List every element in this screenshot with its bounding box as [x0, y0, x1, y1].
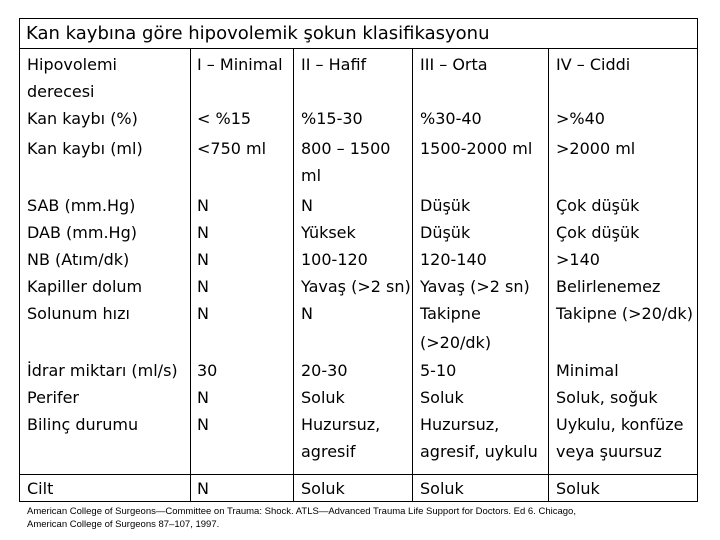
- table-cell: Huzursuz,: [301, 415, 381, 434]
- table-cell: Takipne: [420, 304, 481, 323]
- table-cell: %30-40: [420, 109, 482, 128]
- table-cell: N: [197, 415, 209, 434]
- column-header: II – Hafif: [301, 55, 367, 74]
- table-cell: Çok düşük: [556, 223, 640, 242]
- table-cell: N: [197, 277, 209, 296]
- table-cell: Yavaş (>2 sn): [301, 277, 411, 296]
- table-cell: 1500-2000 ml: [420, 139, 533, 158]
- table-cell: Soluk: [420, 388, 464, 407]
- table-cell: 800 – 1500: [301, 139, 391, 158]
- column-header: I – Minimal: [197, 55, 283, 74]
- table-cell: N: [197, 196, 209, 215]
- column-divider: [548, 49, 549, 501]
- row-label: Kapiller dolum: [27, 277, 143, 296]
- table-cell: N: [197, 388, 209, 407]
- table-cell: Uykulu, konfüze: [556, 415, 684, 434]
- table-cell: 5-10: [420, 361, 457, 380]
- table-cell: Huzursuz,: [420, 415, 500, 434]
- table-cell: Düşük: [420, 196, 471, 215]
- column-divider: [293, 49, 294, 501]
- footnote: [27, 505, 707, 531]
- row-label: Kan kaybı (ml): [27, 139, 143, 158]
- table-cell: 100-120: [301, 250, 368, 269]
- table-cell: Takipne (>20/dk): [556, 304, 693, 323]
- table-title: Kan kaybına göre hipovolemik şokun klasifikasyonu: [20, 19, 697, 49]
- table-cell: agresif, uykulu: [420, 442, 538, 461]
- row-header-label: Hipovolemi: [27, 55, 117, 74]
- column-header: III – Orta: [420, 55, 488, 74]
- table-cell: Belirlenemez: [556, 277, 661, 296]
- table-cell: veya şuursuz: [556, 442, 662, 461]
- table-cell: Soluk, soğuk: [556, 388, 658, 407]
- column-divider: [412, 49, 413, 501]
- row-label: Cilt: [27, 479, 54, 498]
- table-cell: N: [301, 304, 313, 323]
- table-cell: agresif: [301, 442, 356, 461]
- table-cell: Düşük: [420, 223, 471, 242]
- table-cell: Soluk: [556, 479, 600, 498]
- row-label: NB (Atım/dk): [27, 250, 130, 269]
- table-cell: N: [301, 196, 313, 215]
- table-cell: Soluk: [420, 479, 464, 498]
- table-cell: (>20/dk): [420, 333, 492, 352]
- row-label: SAB (mm.Hg): [27, 196, 136, 215]
- table-cell: Yavaş (>2 sn): [420, 277, 530, 296]
- column-header-continuation: derecesi: [27, 82, 95, 101]
- row-label: Solunum hızı: [27, 304, 130, 323]
- table-cell: %15-30: [301, 109, 363, 128]
- column-header: IV – Ciddi: [556, 55, 631, 74]
- row-label: Perifer: [27, 388, 79, 407]
- footnote-line: American College of Surgeons 87–107, 1997.: [27, 519, 220, 530]
- table-cell: ml: [301, 166, 322, 185]
- row-label: Kan kaybı (%): [27, 109, 138, 128]
- table-cell: Minimal: [556, 361, 619, 380]
- row-label: İdrar miktarı (ml/s): [27, 361, 178, 380]
- table-cell: >2000 ml: [556, 139, 636, 158]
- row-label: DAB (mm.Hg): [27, 223, 137, 242]
- table-cell: >%40: [556, 109, 605, 128]
- table-cell: Yüksek: [301, 223, 356, 242]
- table-cell: N: [197, 223, 209, 242]
- table-cell: N: [197, 304, 209, 323]
- table-cell: Çok düşük: [556, 196, 640, 215]
- footnote-line: American College of Surgeons—Committee on Trauma: Shock. ATLS—Advanced Trauma Life Support for Doctors. Ed 6. Chicago,: [27, 506, 576, 517]
- column-divider: [190, 49, 191, 501]
- table-cell: Soluk: [301, 388, 345, 407]
- table-cell: >140: [556, 250, 600, 269]
- table-cell: N: [197, 479, 209, 498]
- table-cell: 30: [197, 361, 218, 380]
- table-cell: N: [197, 250, 209, 269]
- table-cell: 120-140: [420, 250, 487, 269]
- table-cell: < %15: [197, 109, 252, 128]
- table-cell: <750 ml: [197, 139, 267, 158]
- table-cell: Soluk: [301, 479, 345, 498]
- row-label: Bilinç durumu: [27, 415, 139, 434]
- table-cell: 20-30: [301, 361, 348, 380]
